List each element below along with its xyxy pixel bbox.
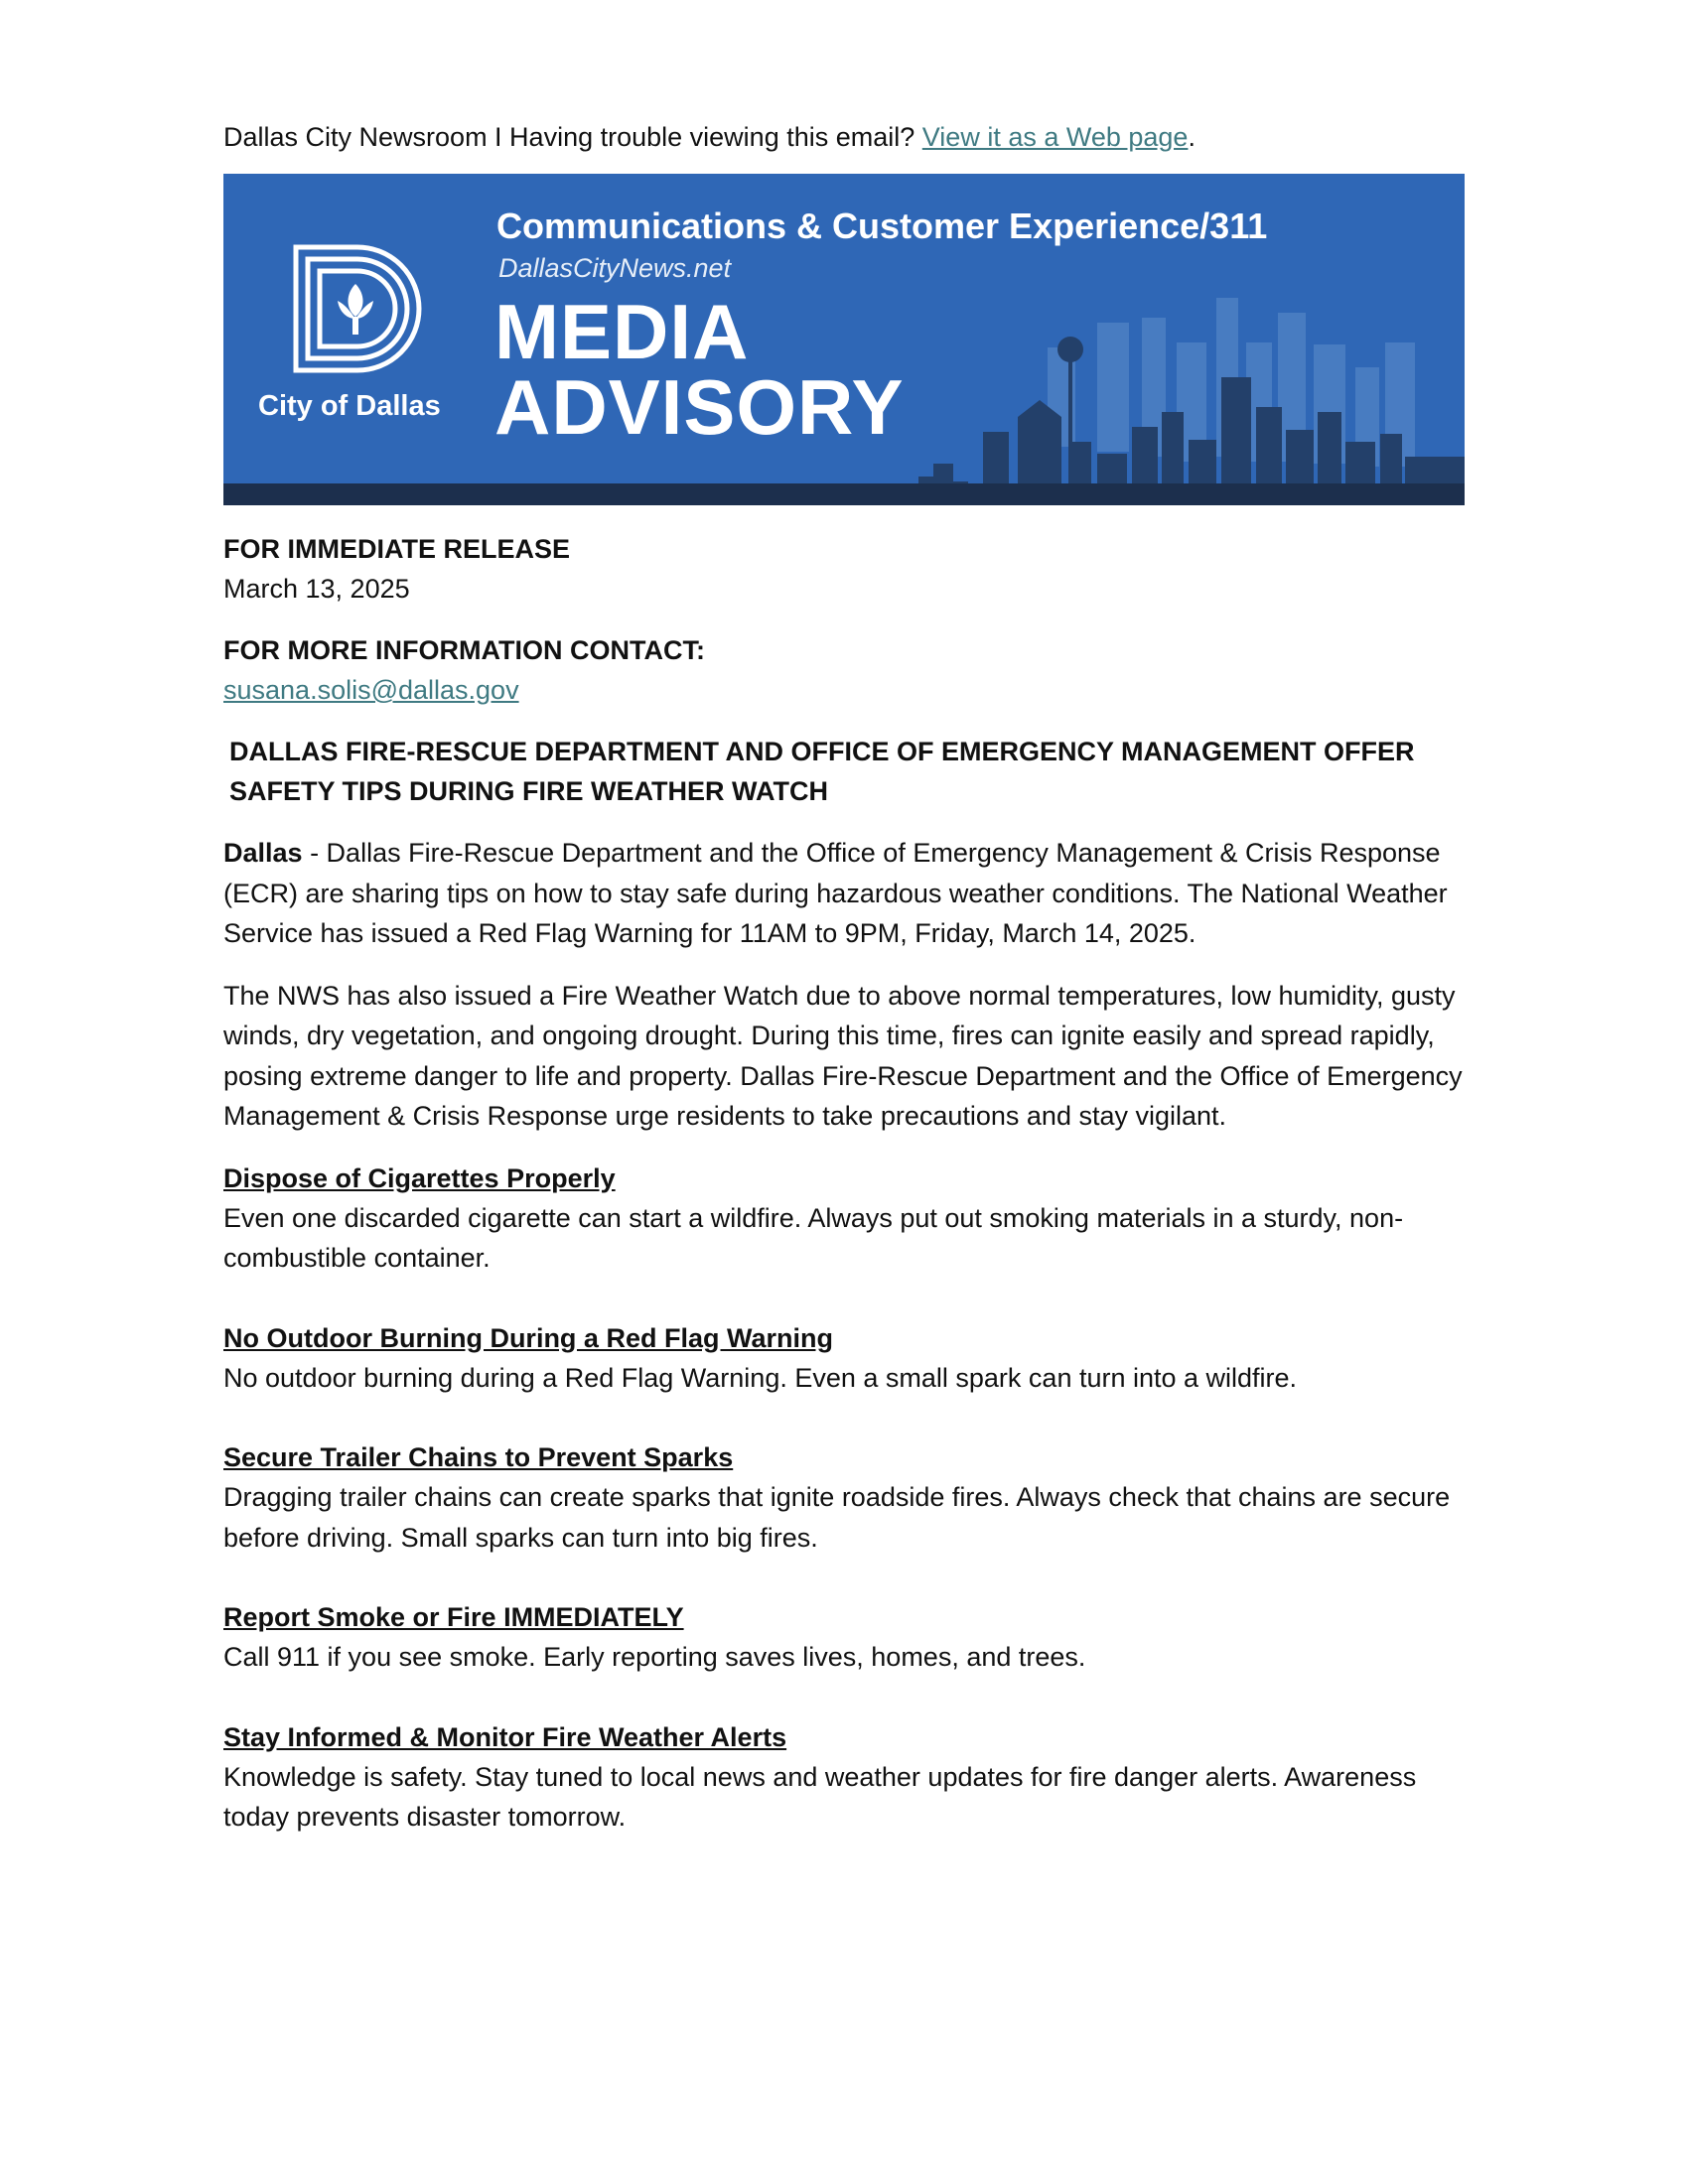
contact-email-link[interactable]: susana.solis@dallas.gov bbox=[223, 675, 519, 705]
department-title: Communications & Customer Experience/311 bbox=[496, 205, 1268, 246]
contact-label: FOR MORE INFORMATION CONTACT: bbox=[223, 635, 705, 665]
tip-item bbox=[223, 1318, 1465, 1399]
tip-item bbox=[223, 1717, 1465, 1838]
header-line bbox=[223, 117, 1465, 157]
banner-bottom-stripe bbox=[223, 483, 1465, 505]
release-date: March 13, 2025 bbox=[223, 574, 410, 604]
email-document bbox=[223, 117, 1465, 1838]
city-of-dallas-logo bbox=[288, 239, 427, 378]
release-block bbox=[223, 529, 1465, 609]
tip-text: Knowledge is safety. Stay tuned to local news and weather updates for fire danger alerts. Awareness today prevents disaster tomorrow. bbox=[223, 1761, 1417, 1832]
tip-title: Secure Trailer Chains to Prevent Sparks bbox=[223, 1442, 734, 1472]
tip-text: No outdoor burning during a Red Flag Warning. Even a small spark can turn into a wildfire. bbox=[223, 1362, 1298, 1393]
tip-title: Dispose of Cigarettes Properly bbox=[223, 1162, 616, 1193]
advisory-title: ADVISORY bbox=[494, 363, 905, 451]
release-label: FOR IMMEDIATE RELEASE bbox=[223, 534, 571, 564]
tip-item bbox=[223, 1437, 1465, 1558]
city-name-label: City of Dallas bbox=[258, 390, 441, 422]
tip-title: Report Smoke or Fire IMMEDIATELY bbox=[223, 1602, 684, 1632]
tip-title: Stay Informed & Monitor Fire Weather Alerts bbox=[223, 1721, 787, 1752]
tip-text: Call 911 if you see smoke. Early reporting saves lives, homes, and trees. bbox=[223, 1642, 1086, 1672]
view-web-page-link[interactable]: View it as a Web page bbox=[921, 122, 1189, 152]
tip-text: Even one discarded cigarette can start a wildfire. Always put out smoking materials in a sturdy, non-combustible container. bbox=[223, 1202, 1404, 1273]
tip-item bbox=[223, 1597, 1465, 1678]
intro-text: - Dallas Fire-Rescue Department and the Office of Emergency Management & Crisis Response (ECR) are sharing tips on how to stay safe during hazardous weather conditions. The National Weather Service has issued a Red Flag Warning for 11AM to 9PM, Friday, March 14, 2025. bbox=[223, 838, 1448, 948]
header-prefix: Dallas City Newsroom I Having trouble viewing this email? bbox=[223, 122, 915, 152]
header-suffix: . bbox=[1188, 122, 1196, 152]
tip-text: Dragging trailer chains can create sparks that ignite roadside fires. Always check that chains are secure before driving. Small sparks can turn into big fires. bbox=[223, 1482, 1451, 1553]
watch-paragraph: The NWS has also issued a Fire Weather Watch due to above normal temperatures, low humidity, gusty winds, dry vegetation, and ongoing drought. During this time, fires can ignite easily and spread rapidly, posing extreme danger to life and property. Dallas Fire-Rescue Department and the Office of Emergency Management & Crisis Response urge residents to take precautions and stay vigilant. bbox=[223, 980, 1463, 1131]
press-headline: DALLAS FIRE-RESCUE DEPARTMENT AND OFFICE OF EMERGENCY MANAGEMENT OFFER SAFETY TIPS DURING FIRE WEATHER WATCH bbox=[229, 737, 1415, 806]
dateline: Dallas bbox=[223, 838, 303, 868]
media-title: MEDIA bbox=[494, 288, 750, 375]
tip-item bbox=[223, 1159, 1465, 1279]
website-label: DallasCityNews.net bbox=[498, 253, 732, 283]
contact-block bbox=[223, 630, 1465, 710]
tip-title: No Outdoor Burning During a Red Flag Warning bbox=[223, 1322, 833, 1353]
media-advisory-banner bbox=[223, 174, 1465, 505]
intro-paragraph bbox=[223, 833, 1465, 954]
